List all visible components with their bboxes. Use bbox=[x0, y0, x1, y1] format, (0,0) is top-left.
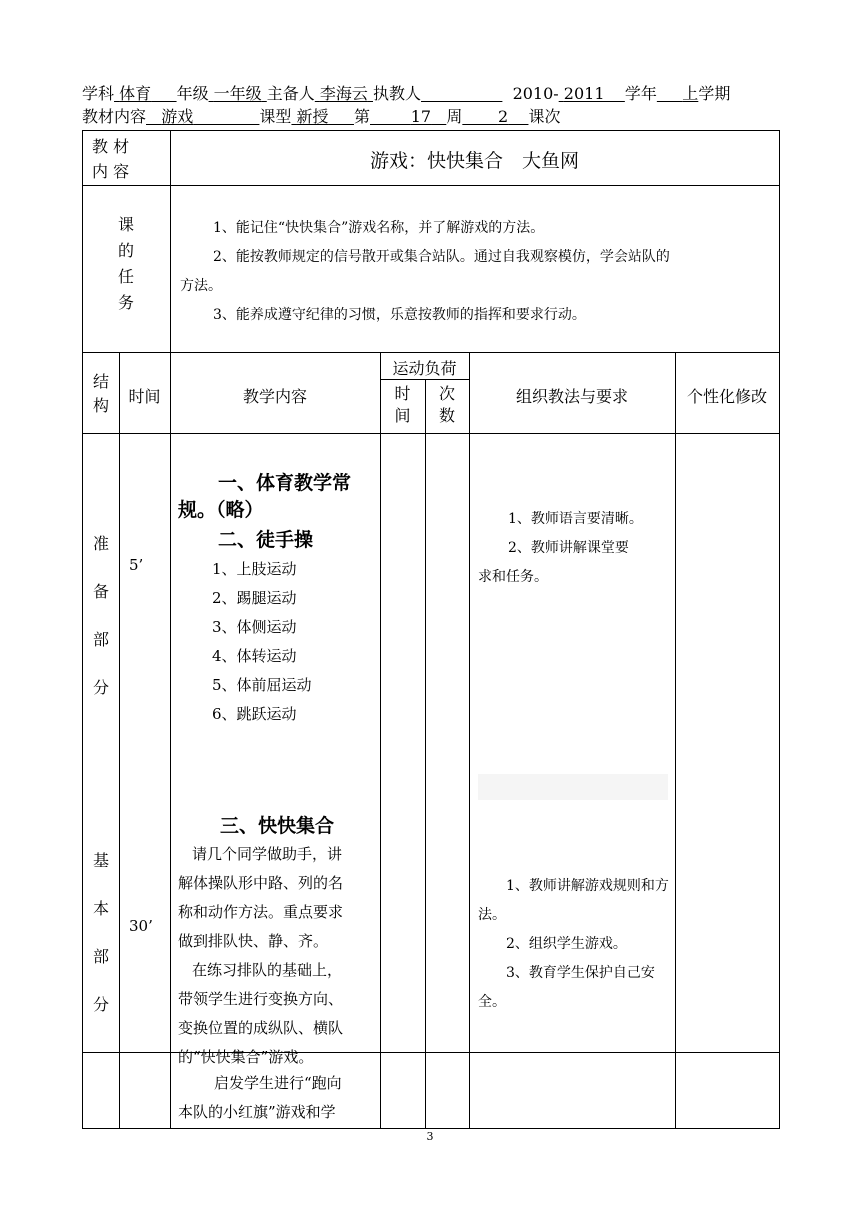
teacher-value bbox=[421, 84, 502, 103]
table-border-right bbox=[779, 130, 780, 1129]
list-item: 4、体转运动 bbox=[212, 647, 297, 665]
extra-paragraph: 启发学生进行“跑向 本队的小红旗”游戏和学 bbox=[178, 1074, 342, 1121]
prep-label: 准 备 部 分 bbox=[92, 534, 109, 697]
main-prep-label: 主备人 bbox=[266, 84, 315, 103]
table-line bbox=[82, 185, 779, 186]
table-border-bottom bbox=[82, 1128, 779, 1129]
col-time: 时间 bbox=[128, 387, 161, 406]
table-line bbox=[119, 352, 120, 1128]
table-line bbox=[675, 352, 676, 1128]
term-value: 上 bbox=[682, 84, 699, 103]
task-item: 方法。 bbox=[180, 278, 222, 294]
table-line bbox=[425, 379, 426, 1128]
prep-heading-1b: 规。（略） bbox=[178, 499, 264, 521]
year-end: 2011 bbox=[563, 84, 605, 103]
term-label: 学期 bbox=[698, 84, 731, 103]
header-line-1 bbox=[82, 84, 730, 104]
prep-exercise-list bbox=[212, 555, 312, 729]
prep-method: 1、教师语言要清晰。 2、教师讲解课堂要 求和任务。 bbox=[478, 511, 643, 585]
material-value: 游戏 bbox=[161, 107, 194, 126]
week-label: 周 bbox=[446, 107, 463, 126]
basic-method: 1、教师讲解游戏规则和方 法。 2、组织学生游戏。 3、教育学生保护自己安 全。 bbox=[478, 878, 669, 1010]
col-load: 运动负荷 bbox=[392, 359, 457, 378]
grade-value: 一年级 bbox=[213, 84, 262, 103]
material-label: 教材内容 bbox=[82, 107, 147, 126]
list-item: 2、踢腿运动 bbox=[212, 589, 297, 607]
header-line-2 bbox=[82, 107, 560, 127]
task-list bbox=[180, 214, 775, 330]
page-number: 3 bbox=[426, 1130, 434, 1143]
subject-label: 学科 bbox=[82, 84, 115, 103]
basic-paragraph: 请几个同学做助手，讲 解体操队形中路、列的名 称和动作方法。重点要求 做到排队快、静、齐。 在练习排队的基础上， 带领学生进行变换方向、 变换位置的成纵队、横队 的“快快集合”游戏。 bbox=[178, 845, 344, 1066]
list-item: 6、跳跃运动 bbox=[212, 705, 297, 723]
prep-time: 5’ bbox=[129, 556, 144, 574]
list-item: 3、体侧运动 bbox=[212, 618, 297, 636]
list-item: 1、上肢运动 bbox=[212, 560, 297, 578]
basic-heading: 三、快快集合 bbox=[220, 815, 335, 837]
table-line bbox=[469, 352, 470, 1128]
material-title: 游戏：快快集合 大鱼网 bbox=[369, 150, 579, 172]
subject-value: 体育 bbox=[119, 84, 152, 103]
week-prefix: 第 bbox=[353, 107, 370, 126]
faint-box bbox=[478, 774, 668, 800]
prep-heading-2: 二、徒手操 bbox=[218, 529, 314, 551]
basic-time: 30’ bbox=[129, 917, 153, 935]
year-start: 2010- bbox=[512, 84, 559, 103]
task-item: 3、能养成遵守纪律的习惯，乐意按教师的指挥和要求行动。 bbox=[213, 307, 586, 323]
task-item: 1、能记住“快快集合”游戏名称，并了解游戏的方法。 bbox=[213, 220, 545, 236]
col-load-time: 时 间 bbox=[394, 384, 411, 425]
main-prep-value: 李海云 bbox=[319, 84, 368, 103]
material-header: 教 材 内 容 bbox=[92, 137, 130, 181]
col-content: 教学内容 bbox=[242, 387, 307, 406]
table-line bbox=[170, 352, 171, 1128]
col-load-count: 次 数 bbox=[438, 384, 455, 425]
lesson-value: 2 bbox=[497, 107, 509, 126]
teacher-label: 执教人 bbox=[373, 84, 422, 103]
task-label: 课 的 任 务 bbox=[117, 215, 134, 312]
type-label: 课型 bbox=[259, 107, 292, 126]
table-border-top bbox=[82, 130, 779, 131]
lesson-label: 课次 bbox=[528, 107, 561, 126]
col-custom: 个性化修改 bbox=[686, 387, 767, 406]
year-label: 学年 bbox=[624, 84, 657, 103]
basic-label: 基 本 部 分 bbox=[92, 851, 109, 1014]
grade-label: 年级 bbox=[176, 84, 209, 103]
prep-heading-1: 一、体育教学常 bbox=[218, 472, 352, 494]
col-structure: 结 构 bbox=[92, 372, 109, 415]
task-item: 2、能按教师规定的信号散开或集合站队。通过自我观察模仿，学会站队的 bbox=[213, 249, 670, 265]
type-value: 新授 bbox=[296, 107, 329, 126]
week-value: 17 bbox=[410, 107, 432, 126]
list-item: 5、体前屈运动 bbox=[212, 676, 312, 694]
col-method: 组织教法与要求 bbox=[515, 387, 628, 406]
table-line bbox=[380, 352, 381, 1128]
